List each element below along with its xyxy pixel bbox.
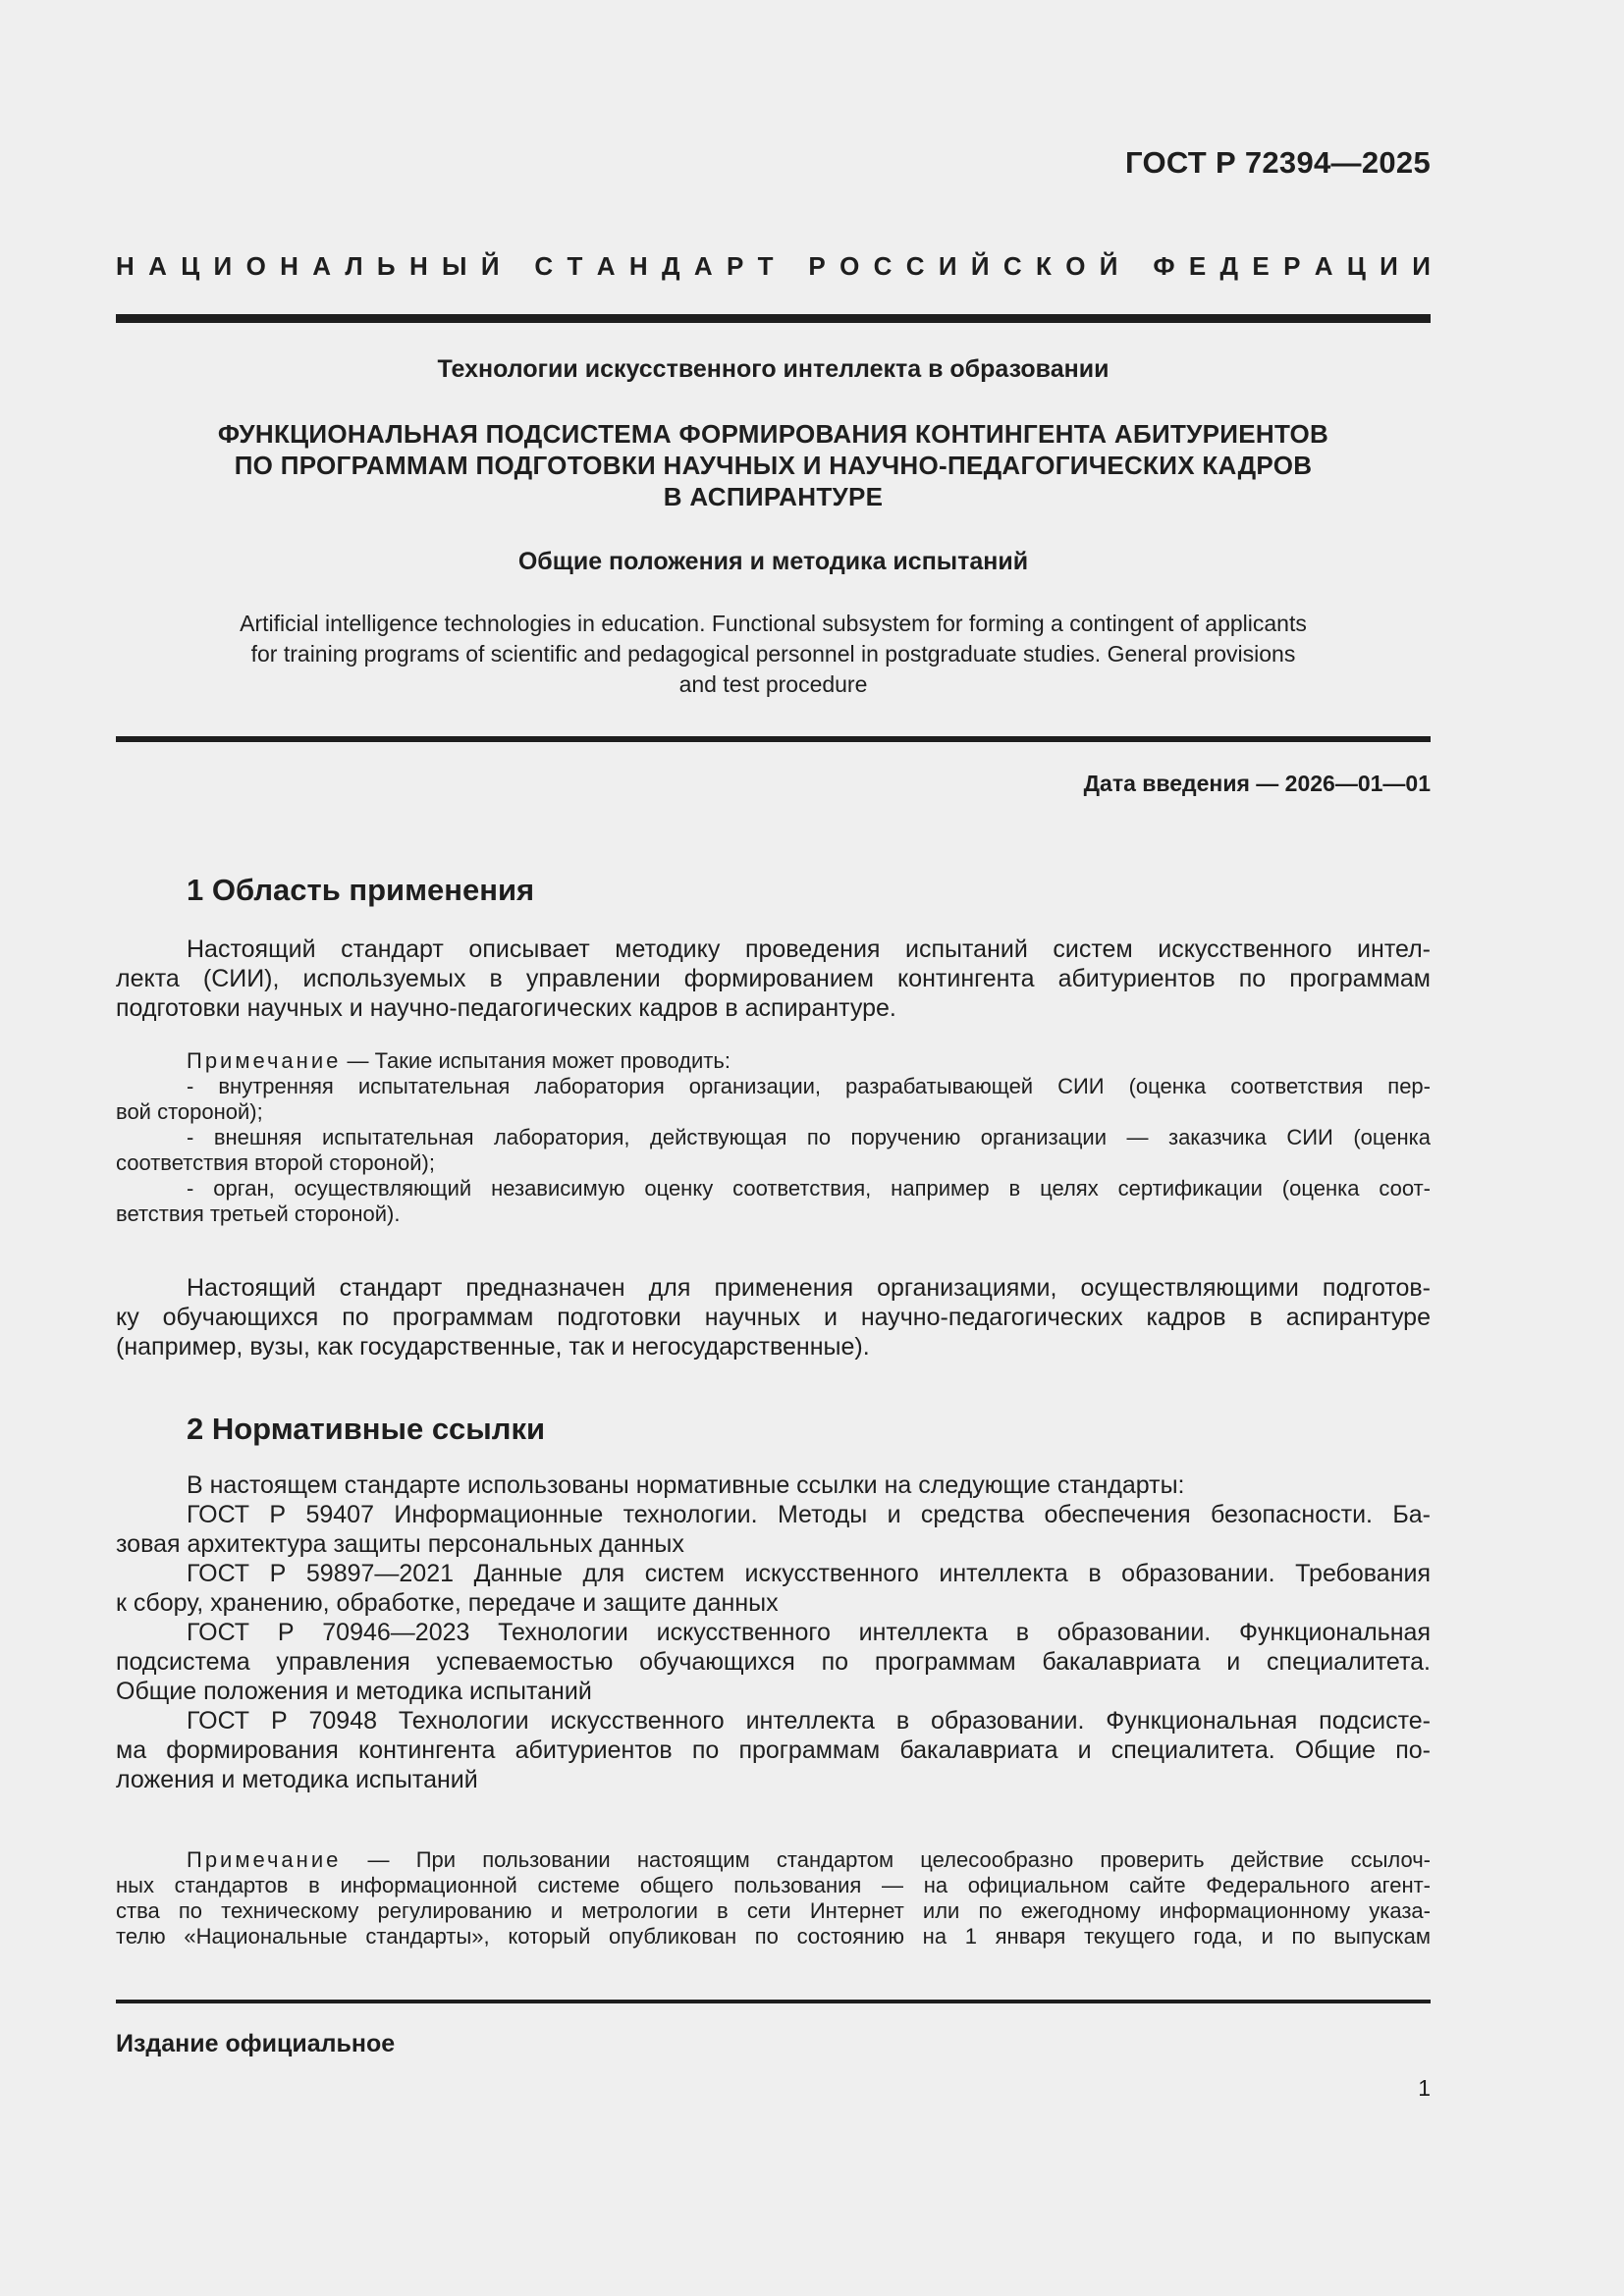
title-letter: А xyxy=(312,251,332,281)
title-letter: Д xyxy=(1219,251,1239,281)
main-title xyxy=(116,418,1431,512)
main-title-line: ПО ПРОГРАММАМ ПОДГОТОВКИ НАУЧНЫХ И НАУЧНО-ПЕДАГОГИЧЕСКИХ КАДРОВ xyxy=(234,451,1313,480)
title-letter: И xyxy=(1412,251,1431,281)
title-letter: А xyxy=(693,251,713,281)
main-title-line: ФУНКЦИОНАЛЬНАЯ ПОДСИСТЕМА ФОРМИРОВАНИЯ КОНТИНГЕНТА АБИТУРИЕНТОВ xyxy=(217,419,1329,449)
title-letter: Л xyxy=(345,251,363,281)
title-letter: Н xyxy=(280,251,298,281)
title-letter: Е xyxy=(1252,251,1270,281)
reference-line: ГОСТ Р 59407 Информационные технологии. Методы и средства обеспечения безопасности. Ба- xyxy=(187,1501,1431,1528)
title-letter: К xyxy=(1035,251,1052,281)
official-edition-label: Издание официальное xyxy=(116,2030,396,2057)
title-letter: Ь xyxy=(376,251,396,281)
title-letter: И xyxy=(938,251,957,281)
reference-line: к сбору, хранению, обработке, передаче и защите данных xyxy=(116,1589,779,1617)
subject-line: Технологии искусственного интеллекта в образовании xyxy=(437,355,1110,383)
document-number: ГОСТ Р 72394—2025 xyxy=(1125,145,1431,180)
english-title xyxy=(116,609,1431,700)
title-letter: Ц xyxy=(181,251,200,281)
note-line: соответствия второй стороной); xyxy=(116,1150,435,1175)
text-line: подготовки научных и научно-педагогических кадров в аспирантуре. xyxy=(116,994,896,1022)
note-line: ветствия третьей стороной). xyxy=(116,1201,401,1226)
title-letter: Й xyxy=(1099,251,1118,281)
note-line: телю «Национальные стандарты», который опубликован по состоянию на 1 января текущего года, и по выпускам xyxy=(116,1924,1431,1949)
middle-rule xyxy=(116,736,1431,742)
title-letter: Е xyxy=(1188,251,1207,281)
note-line: - внешняя испытательная лаборатория, действующая по поручению организации — заказчика СИИ (оценка xyxy=(187,1125,1431,1149)
note-text: — При пользовании настоящим стандартом целесообразно проверить действие ссылоч- xyxy=(341,1847,1431,1872)
text-line: (например, вузы, как государственные, так и негосударственные). xyxy=(116,1333,870,1361)
main-title-line: В АСПИРАНТУРЕ xyxy=(663,482,884,511)
title-letter: С xyxy=(905,251,925,281)
introduction-date: Дата введения — 2026—01—01 xyxy=(1083,771,1431,796)
scope-paragraph-1 xyxy=(116,934,1431,1023)
title-letter: Ф xyxy=(1153,251,1175,281)
title-letter: С xyxy=(534,251,554,281)
reference-line: ГОСТ Р 59897—2021 Данные для систем искусственного интеллекта в образовании. Требования xyxy=(187,1560,1431,1587)
reference-line: ма формирования контингента абитуриентов по программам бакалавриата и специалитета. Общие по- xyxy=(116,1736,1431,1764)
english-title-line: Artificial intelligence technologies in education. Functional subsystem for forming a contingent of applicants xyxy=(240,611,1307,636)
text-line: В настоящем стандарте использованы нормативные ссылки на следующие стандарты: xyxy=(187,1471,1185,1499)
text-line: Настоящий стандарт описывает методику проведения испытаний систем искусственного интел- xyxy=(187,935,1431,963)
reference-line: ГОСТ Р 70946—2023 Технологии искусственного интеллекта в образовании. Функциональная xyxy=(187,1619,1431,1646)
title-letter: А xyxy=(596,251,616,281)
reference-line: ложения и методика испытаний xyxy=(116,1766,478,1793)
title-letter: Р xyxy=(1283,251,1301,281)
section-heading-references: 2 Нормативные ссылки xyxy=(187,1412,546,1446)
title-letter: О xyxy=(839,251,860,281)
title-letter: Ы xyxy=(442,251,467,281)
title-letter: И xyxy=(213,251,233,281)
section-heading-scope: 1 Область применения xyxy=(187,873,535,907)
note-first-line xyxy=(116,1847,1431,1873)
note-line: - орган, осуществляющий независимую оценку соответствия, например в целях сертификации (оценка соот- xyxy=(187,1176,1431,1201)
scope-paragraph-2 xyxy=(116,1273,1431,1362)
title-letter: И xyxy=(1380,251,1398,281)
note-line: ных стандартов в информационной системе общего пользования — на официальном сайте Федерального агент- xyxy=(116,1873,1431,1897)
text-line: лекта (СИИ), используемых в управлении формированием контингента абитуриентов по программам xyxy=(116,965,1431,992)
title-letter: С xyxy=(1002,251,1022,281)
note-intro: — Такие испытания может проводить: xyxy=(341,1048,731,1073)
standard-title xyxy=(116,251,1431,282)
reference-line: ГОСТ Р 70948 Технологии искусственного интеллекта в образовании. Функциональная подсисте- xyxy=(187,1707,1431,1735)
text-line: Настоящий стандарт предназначен для применения организациями, осуществляющими подготов- xyxy=(187,1274,1431,1302)
title-letter: Н xyxy=(628,251,648,281)
title-letter: Н xyxy=(116,251,135,281)
title-letter: Р xyxy=(808,251,826,281)
subtitle: Общие положения и методика испытаний xyxy=(517,548,1029,575)
english-title-line: for training programs of scientific and pedagogical personnel in postgraduate studies. General provisions xyxy=(250,641,1296,667)
title-letter: А xyxy=(1314,251,1333,281)
english-title-line: and test procedure xyxy=(678,671,868,697)
title-letter: Т xyxy=(567,251,583,281)
reference-line: зовая архитектура защиты персональных данных xyxy=(116,1530,684,1558)
title-letter: О xyxy=(245,251,266,281)
note-label: Примечание xyxy=(187,1048,342,1073)
note-line: ства по техническому регулированию и метрологии в сети Интернет или по ежегодному информационному указа- xyxy=(116,1898,1431,1923)
title-letter: Й xyxy=(970,251,990,281)
reference-line: подсистема управления успеваемостью обучающихся по программам бакалавриата и специалитета. xyxy=(116,1648,1431,1676)
top-rule xyxy=(116,314,1431,323)
title-space xyxy=(514,251,520,282)
page-number: 1 xyxy=(1418,2075,1431,2101)
title-letter: Д xyxy=(661,251,680,281)
title-space xyxy=(787,251,794,282)
title-letter: С xyxy=(873,251,893,281)
title-letter: О xyxy=(1065,251,1086,281)
references-note xyxy=(116,1847,1431,1949)
note-intro-line xyxy=(116,1048,1431,1074)
title-letter: А xyxy=(148,251,167,281)
title-letter: Р xyxy=(726,251,744,281)
references-list xyxy=(116,1470,1431,1794)
title-letter: Т xyxy=(757,251,774,281)
title-space xyxy=(1132,251,1139,282)
reference-line: Общие положения и методика испытаний xyxy=(116,1678,592,1705)
note-label: Примечание xyxy=(187,1847,342,1872)
footer-rule xyxy=(116,2000,1431,2003)
document-page xyxy=(116,0,1431,2296)
scope-note xyxy=(116,1048,1431,1227)
title-letter: Й xyxy=(480,251,500,281)
text-line: ку обучающихся по программам подготовки научных и научно-педагогических кадров в аспирантуре xyxy=(116,1304,1431,1331)
note-line: вой стороной); xyxy=(116,1099,263,1124)
title-letter: Н xyxy=(408,251,428,281)
title-letter: Ц xyxy=(1346,251,1366,281)
note-line: - внутренняя испытательная лаборатория организации, разрабатывающей СИИ (оценка соответствия пер- xyxy=(187,1074,1431,1098)
